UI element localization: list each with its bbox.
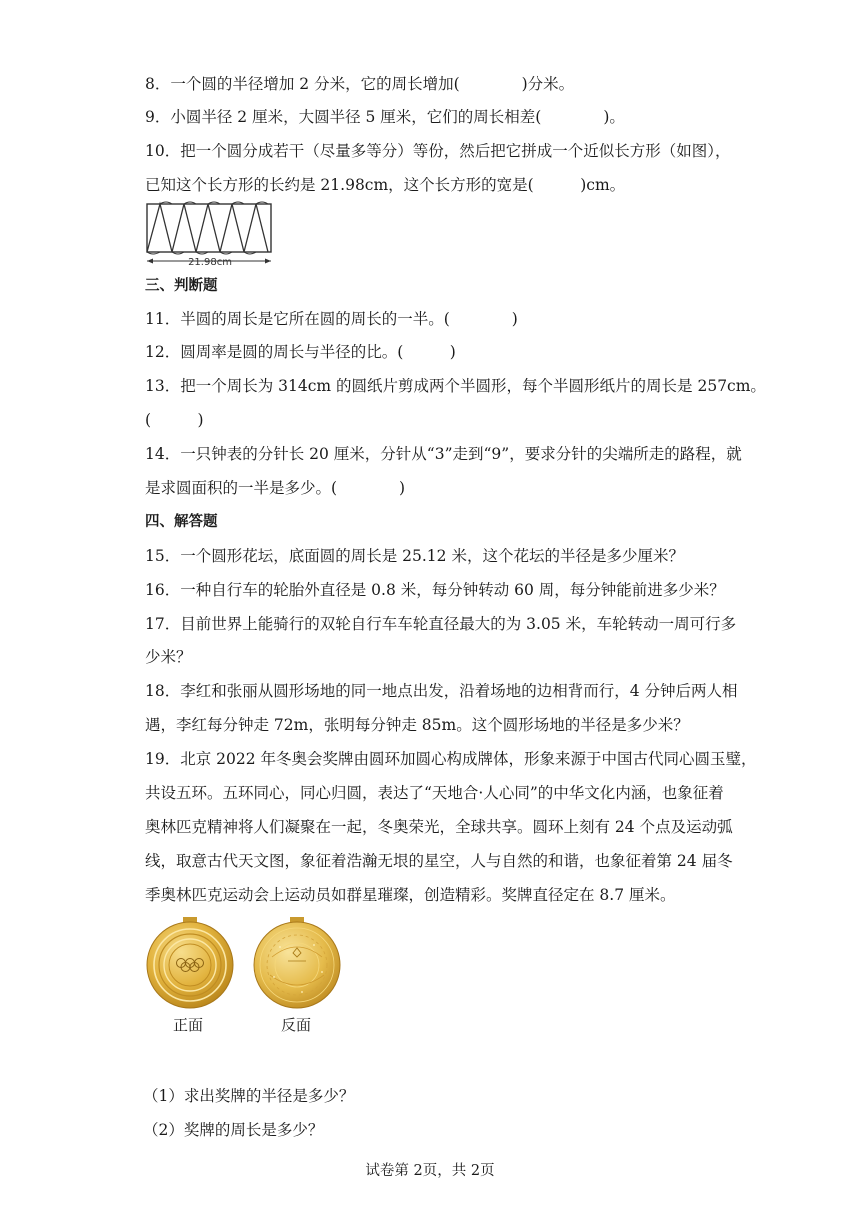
- medal-front-image: [145, 917, 235, 1009]
- question-16: 16．一种自行车的轮胎外直径是 0.8 米，每分钟转动 60 周，每分钟能前进多少米？: [145, 581, 725, 599]
- question-19-line-4: 线，取意古代天文图，象征着浩瀚无垠的星空，人与自然的和谐，也象征着第 24 届冬: [145, 852, 733, 870]
- question-17-line-2: 少米？: [145, 648, 192, 666]
- question-13-line-2: ( ): [145, 411, 204, 429]
- question-17-line-1: 17．目前世界上能骑行的双轮自行车车轮直径最大的为 3.05 米，车轮转动一周可行多: [145, 615, 737, 633]
- question-12: 12．圆周率是圆的周长与半径的比。( ): [145, 343, 456, 361]
- question-19-line-3: 奥林匹克精神将人们凝聚在一起，冬奥荣光，全球共享。圆环上刻有 24 个点及运动弧: [145, 818, 733, 836]
- question-10-line-1: 10．把一个圆分成若干（尽量多等分）等份，然后把它拼成一个近似长方形（如图），: [145, 142, 731, 160]
- question-19-line-1: 19．北京 2022 年冬奥会奖牌由圆环加圆心构成牌体，形象来源于中国古代同心圆玉璧，: [145, 750, 757, 768]
- question-11: 11．半圆的周长是它所在圆的周长的一半。( ): [145, 310, 518, 328]
- question-19-line-5: 季奥林匹克运动会上运动员如群星璀璨，创造精彩。奖牌直径定在 8.7 厘米。: [145, 886, 676, 904]
- section-3-heading: 三、判断题: [145, 278, 218, 294]
- question-14-line-2: 是求圆面积的一半是多少。( ): [145, 479, 406, 497]
- question-13-line-1: 13．把一个周长为 314cm 的圆纸片剪成两个半圆形，每个半圆形纸片的周长是 257cm。: [145, 377, 766, 395]
- question-14-line-1: 14．一只钟表的分针长 20 厘米，分针从“3”走到“9”，要求分针的尖端所走的路程，就: [145, 445, 742, 463]
- section-4-heading: 四、解答题: [145, 514, 218, 530]
- length-label: 21.98cm: [188, 257, 232, 268]
- question-19-sub-2: （2）奖牌的周长是多少？: [143, 1121, 324, 1139]
- question-18-line-2: 遇，李红每分钟走 72m，张明每分钟走 85m。这个圆形场地的半径是多少米？: [145, 716, 689, 734]
- medal-back-image: [252, 917, 342, 1009]
- question-19-sub-1: （1）求出奖牌的半径是多少？: [143, 1087, 355, 1105]
- page-footer: 试卷第 2页，共 2页: [365, 1163, 495, 1179]
- medal-back-label: 反面: [281, 1016, 312, 1034]
- question-10-line-2: 已知这个长方形的长约是 21.98cm，这个长方形的宽是( )cm。: [145, 176, 626, 194]
- approx-rectangle-figure: [144, 200, 276, 270]
- medal-front-label: 正面: [173, 1016, 204, 1034]
- question-18-line-1: 18．李红和张丽从圆形场地的同一地点出发，沿着场地的边相背而行，4 分钟后两人相: [145, 682, 738, 700]
- question-9: 9．小圆半径 2 厘米，大圆半径 5 厘米，它们的周长相差( )。: [145, 108, 625, 126]
- question-19-line-2: 共设五环。五环同心，同心归圆，表达了“天地合·人心同”的中华文化内涵，也象征着: [145, 784, 724, 802]
- question-15: 15．一个圆形花坛，底面圆的周长是 25.12 米，这个花坛的半径是多少厘米？: [145, 547, 684, 565]
- question-8: 8．一个圆的半径增加 2 分米，它的周长增加( )分米。: [145, 75, 575, 93]
